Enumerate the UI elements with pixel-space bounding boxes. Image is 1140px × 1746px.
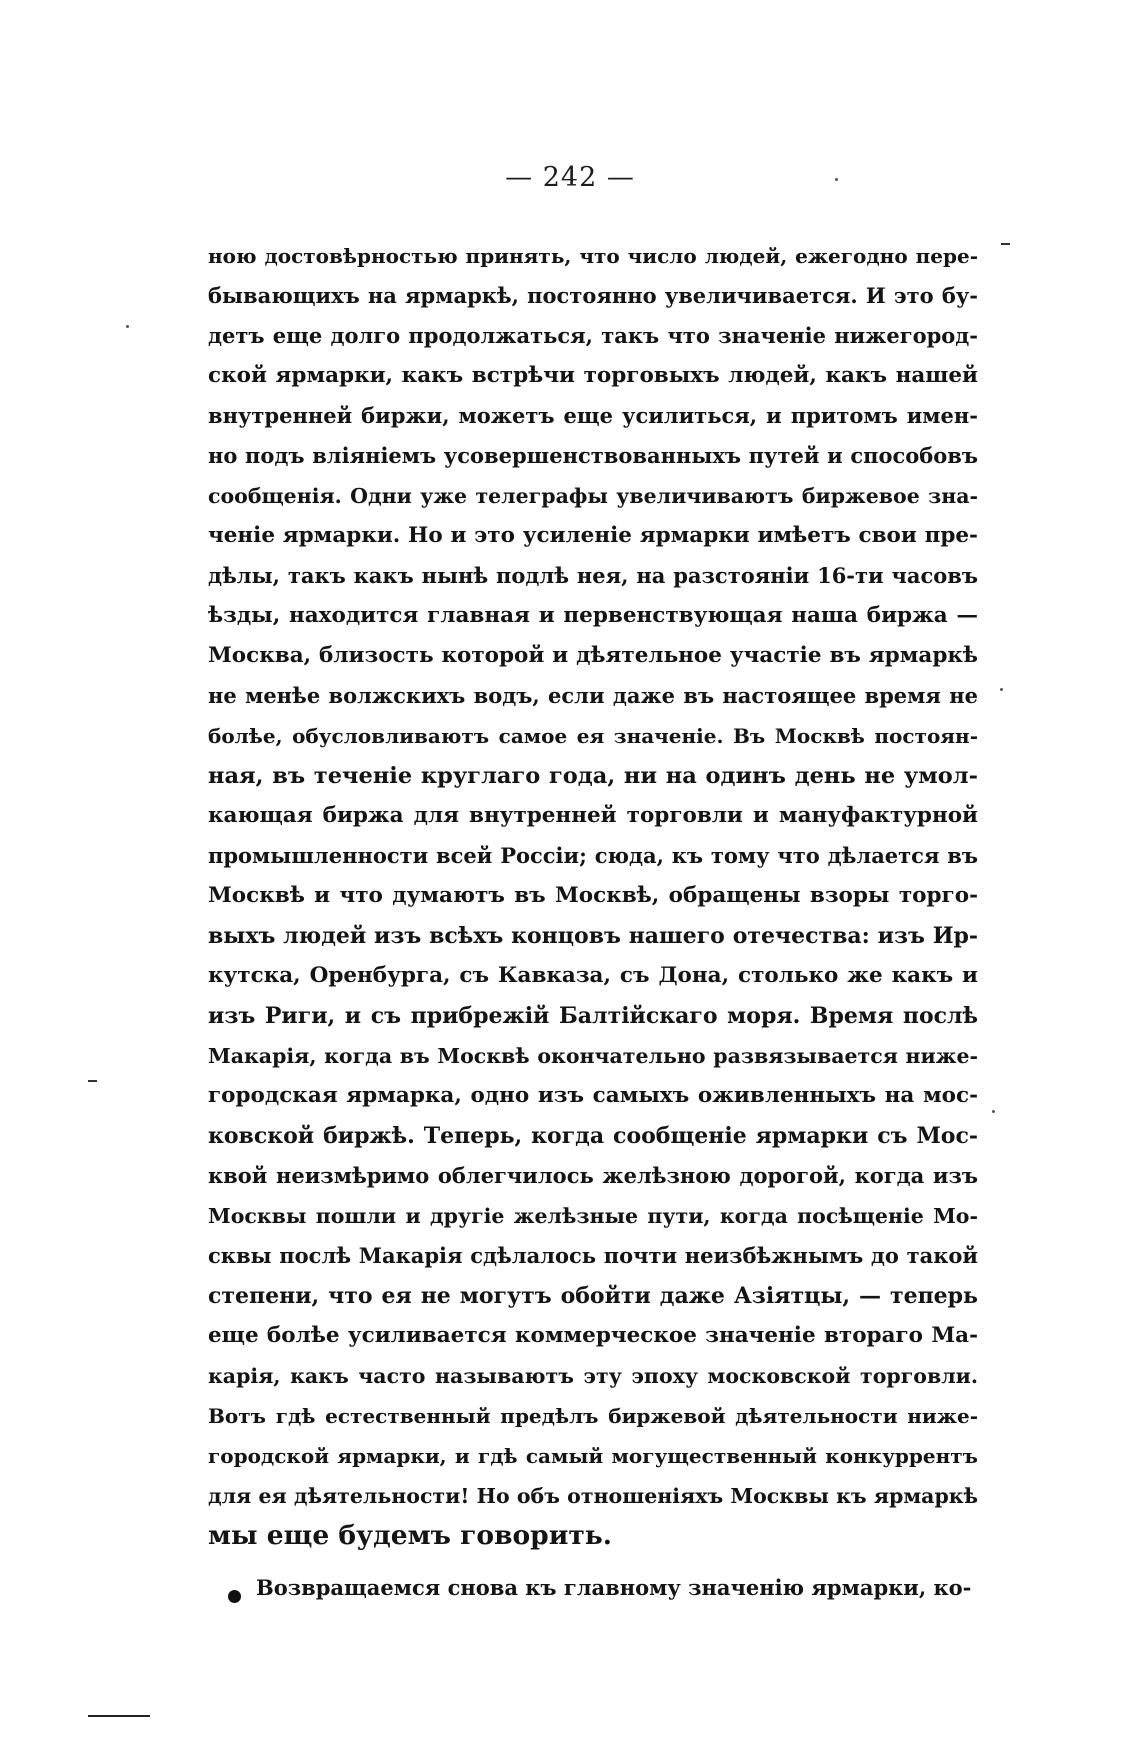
text-line-last: мы еще будемъ говорить. [208, 1520, 612, 1551]
body-text [208, 236, 978, 1608]
text-line: степени, что ея не могутъ обойти даже Азiятцы, — теперь [208, 1283, 978, 1309]
text-line: ѣзды, находится главная и первенствующая наша биржа — [208, 603, 978, 628]
page-number: — 242 — [505, 162, 635, 193]
text-line: Макарiя, когда въ Москвѣ окончательно развязывается ниже- [208, 1044, 978, 1068]
text-line: еще болѣе усиливается коммерческое значенiе втораго Ма- [208, 1323, 978, 1348]
text-line: не менѣе волжскихъ водъ, если даже въ настоящее время не [208, 683, 978, 708]
page-speck [835, 178, 838, 181]
paragraph-gap [208, 1556, 978, 1568]
text-line: городская ярмарка, одно изъ самыхъ оживленныхъ на мос- [208, 1083, 978, 1108]
text-line: сквы послѣ Макарiя сдѣлалось почти неизбѣжнымъ до такой [208, 1243, 978, 1268]
text-line: ная, въ теченiе круглаго года, ни на одинъ день не умол- [208, 763, 978, 789]
footer-rule [88, 1715, 150, 1717]
paragraph-2-first-line: Возвращаемся снова къ главному значенiю ярмарки, ко- [256, 1575, 972, 1600]
text-line: Москвѣ и что думаютъ въ Москвѣ, обращены взоры торго- [208, 883, 978, 908]
page-speck [1000, 688, 1003, 691]
ink-blot-mark [228, 1590, 241, 1603]
page-speck [992, 1110, 995, 1113]
text-line: но подъ влiянiемъ усовершенствованныхъ путей и способовъ [208, 443, 978, 468]
text-line: Вотъ гдѣ естественный предѣлъ биржевой дѣятельности ниже- [208, 1404, 978, 1428]
text-line: внутренней биржи, можетъ еще усилиться, и притомъ имен- [208, 403, 978, 428]
text-line: промышленности всей Россiи; сюда, къ тому что дѣлается въ [208, 843, 978, 868]
text-line: детъ еще долго продолжаться, такъ что значенiе нижегород- [208, 323, 978, 348]
text-line: ковской биржѣ. Теперь, когда сообщенiе ярмарки съ Мос- [208, 1123, 978, 1149]
text-line: нoю достовѣрностью принять, что число людей, ежегодно пере- [208, 244, 978, 268]
text-line: бывающихъ на ярмаркѣ, постоянно увеличивается. И это бу- [208, 283, 978, 308]
text-line: болѣе, обусловливаютъ самое ея значенiе. Въ Москвѣ постоян- [208, 724, 978, 748]
text-line: выхъ людей изъ всѣхъ концовъ нашего отечества: изъ Ир- [208, 923, 978, 949]
text-line: для ея дѣятельности! Но объ отношенiяхъ Москвы къ ярмаркѣ [208, 1484, 978, 1508]
text-line: сообщенiя. Одни уже телеграфы увеличиваютъ биржевое зна- [208, 484, 978, 508]
text-line: ской ярмарки, какъ встрѣчи торговыхъ людей, какъ нашей [208, 363, 978, 388]
text-line: ченiе ярмарки. Но и это усиленiе ярмарки имѣетъ свои пре- [208, 523, 978, 548]
margin-dash-mark [88, 1080, 97, 1082]
text-line: городской ярмарки, и гдѣ самый могущественный конкуррентъ [208, 1444, 978, 1468]
text-line: изъ Риги, и съ прибрежiй Балтiйскаго моря. Время послѣ [208, 1003, 978, 1029]
page-speck [126, 325, 129, 328]
text-line: квой неизмѣримо облегчилось желѣзною дорогой, когда изъ [208, 1163, 978, 1188]
text-line: кающая биржа для внутренней торговли и мануфактурной [208, 803, 978, 828]
text-line: дѣлы, такъ какъ нынѣ подлѣ нея, на разстоянiи 16-ти часовъ [208, 563, 978, 588]
text-line: карiя, какъ часто называютъ эту эпоху московской торговли. [208, 1364, 978, 1388]
text-line: кутска, Оренбурга, съ Кавказа, съ Дона, столько же какъ и [208, 963, 978, 988]
margin-dash-mark [1001, 243, 1010, 245]
text-line: Москвы пошли и другiе желѣзные пути, когда посѣщенiе Мо- [208, 1204, 978, 1228]
text-line: Москва, близость которой и дѣятельное участiе въ ярмаркѣ [208, 643, 978, 668]
